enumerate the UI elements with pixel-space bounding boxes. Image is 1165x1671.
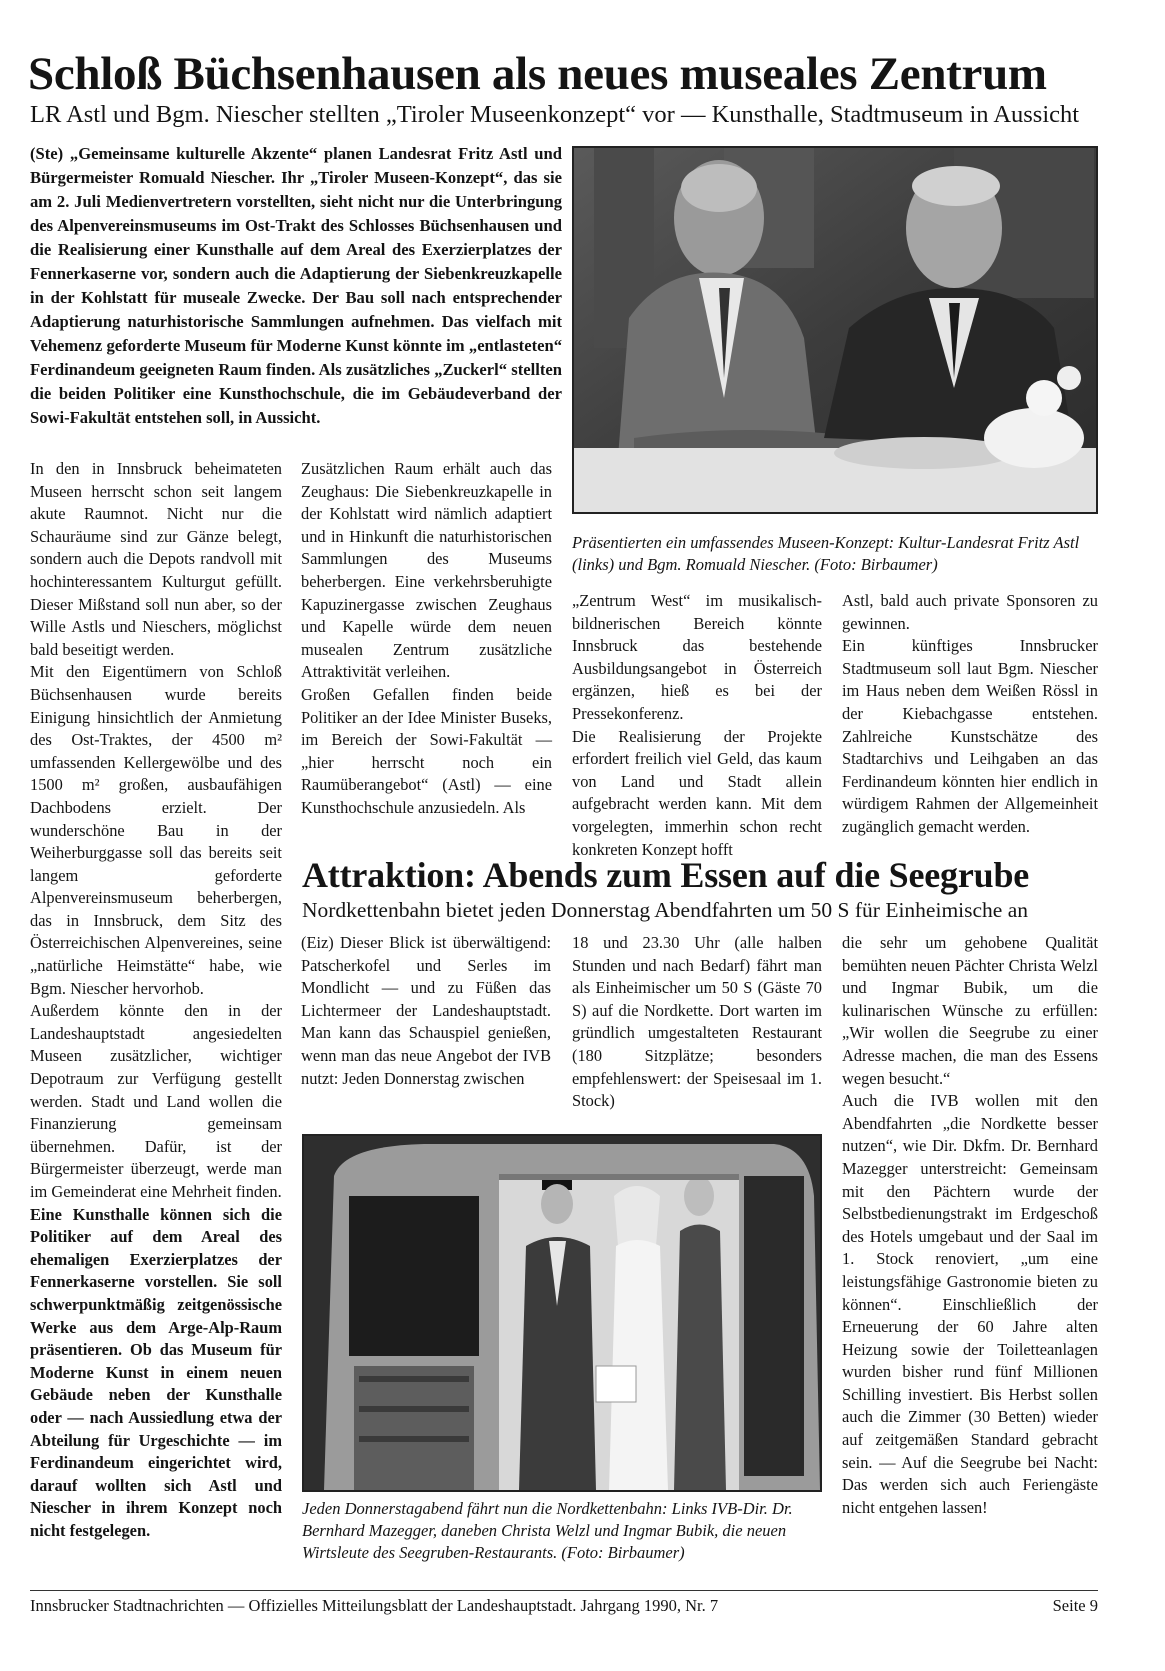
article1-column-2 [301, 458, 552, 820]
article2-column-3 [842, 932, 1098, 1519]
photo-nordkettenbahn-caption: Jeden Donnerstagabend fährt nun die Nordkettenbahn: Links IVB-Dir. Dr. Bernhard Mazegger, daneben Christa Welzl und Ingmar Bubik, die neuen Wirtsleute des Seegruben-Restaurants. (Foto: Birbaumer) [302, 1499, 793, 1562]
photo-nordkettenbahn-image [304, 1136, 820, 1490]
paragraph: Astl, bald auch private Sponsoren zu gewinnen. [842, 591, 1098, 633]
photo-astl-niescher [572, 146, 1098, 514]
article1-lead: (Ste) „Gemeinsame kulturelle Akzente“ planen Landesrat Fritz Astl und Bürgermeister Romuald Niescher. Ihr „Tiroler Museen-Konzept“, das sie am 2. Juli Medienvertretern vorstellten, sieht nicht nur die Unterbringung des Alpenvereinsmuseums im Ost-Trakt des Schlosses Büchsenhausen und die Realisierung einer Kunsthalle auf dem Areal des Exerzierplatzes der Fennerkaserne vor, sondern auch die Adaptierung der Siebenkreuzkapelle in der Kohlstatt für museale Zwecke. Der Bau soll nach entsprechender Adaptierung naturhistorische Sammlungen aufnehmen. Das vielfach mit Vehemenz geforderte Museum für Moderne Kunst könnte im „entlasteten“ Ferdinandeum geeigneten Raum finden. Als zusätzliches „Zuckerl“ stellten die beiden Politiker eine Kunsthochschule, die im Gebäudeverband der Sowi-Fakultät entstehen soll, in Aussicht. [30, 144, 562, 427]
article2-subheadline: Nordkettenbahn bietet jeden Donnerstag Abendfahrten um 50 S für Einheimische an [302, 898, 1029, 922]
paragraph: Außerdem könnte den in der Landeshauptstadt angesiedelten Museen zusätzlicher, wichtiger Depotraum zur Verfügung gestellt werden. Stadt und Land wollen die Finanzierung gemeinsam übernehmen. Dafür, ist der Bürgermeister überzeugt, werde man im Gemeinderat eine Mehrheit finden. [30, 1001, 282, 1201]
article1-column-1 [30, 458, 282, 1543]
paragraph: Die Realisierung der Projekte erfordert freilich viel Geld, das kaum von Land und Stadt allein aufgebracht werden kann. Mit dem vorgelegten, immerhin schon recht konkreten Konzept hofft [572, 726, 822, 859]
article2-column-2 [572, 932, 822, 1113]
page-footer [30, 1595, 1098, 1617]
article1-column-3 [572, 590, 822, 861]
paragraph: Mit den Eigentümern von Schloß Büchsenhausen wurde bereits Einigung hinsichtlich der Anmietung des Ost-Traktes, der 4500 m² umfassenden Kellergewölbe und des 1500 m² großen, ausbaufähigen Dachbodens erzielt. Der wunderschöne Bau in der Weiherburggasse soll das bereits seit langem geforderte Alpenvereinsmuseum beherbergen, das in Innsbruck, dem Sitz des Österreichischen Alpenvereines, seine „natürliche Heimstätte“ habe, wie Bgm. Niescher hervorhob. [30, 662, 282, 998]
page-number: Seite 9 [1052, 1596, 1098, 1615]
footer-divider [30, 1590, 1098, 1591]
paragraph: Ein künftiges Innsbrucker Stadtmuseum soll laut Bgm. Niescher im Haus neben dem Weißen Rössl in der Kiebachgasse entstehen. Zahlreiche Kunstschätze des Stadtarchivs und Leihgaben an das Ferdinandeum könnten hier endlich in würdigem Rahmen der Allgemeinheit zugänglich gemacht werden. [842, 636, 1098, 836]
paragraph: Auch die IVB wollen mit den Abendfahrten „die Nordkette besser nutzen“, wie Dir. Dkfm. Dr. Bernhard Mazegger unterstreicht: Gemeinsam mit den Pächtern wurde der Selbstbedienungstrakt im Erdgeschoß des Hotels umgebaut und der Saal im 1. Stock renoviert, „um eine leistungsfähige Gastronomie bieten zu können“. Einschließlich der Erneuerung der 60 Jahre alten Heizung sowie der Toiletteanlagen wurden bisher rund fünf Millionen Schilling investiert. Bis Herbst sollen auch die Zimmer (30 Betten) wieder auf zeitgemäßen Standard gebracht sein. — Auf die Seegrube bei Nacht: Das werden sich auch Feriengäste nicht entgehen lassen! [842, 1091, 1098, 1517]
paragraph-bold: Eine Kunsthalle können sich die Politiker auf dem Areal des ehemaligen Exerzierplatzes der Fennerkaserne vorstellen. Sie soll schwerpunktmäßig zeitgenössische Werke aus dem Arge-Alp-Raum präsentieren. Ob das Museum für Moderne Kunst in einem neuen Gebäude neben der Kunsthalle oder — nach Aussiedlung etwa der Abteilung für Urgeschichte — im Ferdinandeum eingerichtet wird, darauf wollten sich Astl und Niescher in ihrem Konzept noch nicht festgelegen. [30, 1204, 282, 1540]
photo-nordkettenbahn [302, 1134, 822, 1492]
photo-astl-niescher-image [574, 148, 1096, 512]
paragraph: (Eiz) Dieser Blick ist überwältigend: Patscherkofel und Serles im Mondlicht — und zu Füßen das Lichtermeer der Landeshauptstadt. Man kann das Schauspiel genießen, wenn man das neue Angebot der IVB nutzt: Jeden Donnerstag zwischen [301, 933, 551, 1088]
article2-column-1 [301, 932, 551, 1090]
paragraph: Zusätzlichen Raum erhält auch das Zeughaus: Die Siebenkreuzkapelle in der Kohlstatt wird nämlich adaptiert und in Hinkunft die naturhistorischen Sammlungen des Museums beherbergen. Eine verkehrsberuhigte Kapuzinergasse zwischen Zeughaus und Kapelle würde dem neuen musealen Zentrum zusätzliche Attraktivität verleihen. [301, 459, 552, 682]
paragraph: 18 und 23.30 Uhr (alle halben Stunden und nach Bedarf) fährt man als Einheimischer um 50 S (Gäste 70 S) auf die Nordkette. Dort warten im gründlich umgestalteten Restaurant (180 Sitzplätze; besonders empfehlenswert: der Speisesaal im 1. Stock) [572, 933, 822, 1111]
article1-subheadline: LR Astl und Bgm. Niescher stellten „Tiroler Museenkonzept“ vor — Kunsthalle, Stadtmuseum in Aussicht [30, 101, 1080, 128]
paragraph: In den in Innsbruck beheimateten Museen herrscht schon seit langem akute Raumnot. Nicht nur die Schauräume sind zur Gänze belegt, sondern auch die Depots randvoll mit hochinteressantem Kulturgut gefüllt. Dieser Mißstand soll nun aber, so der Wille Astls und Nieschers, möglichst bald beseitigt werden. [30, 459, 282, 659]
paragraph: Großen Gefallen finden beide Politiker an der Idee Minister Buseks, im Bereich der Sowi-Fakultät — „hier herrscht noch ein Raumüberangebot“ (Astl) — eine Kunsthochschule anzusiedeln. Als [301, 684, 552, 817]
photo-astl-niescher-caption: Präsentierten ein umfassendes Museen-Konzept: Kultur-Landesrat Fritz Astl (links) und Bgm. Romuald Niescher. (Foto: Birbaumer) [572, 533, 1080, 574]
footer-publication: Innsbrucker Stadtnachrichten — Offizielles Mitteilungsblatt der Landeshauptstadt. Jahrgang 1990, Nr. 7 [30, 1596, 719, 1615]
article2-headline: Attraktion: Abends zum Essen auf die Seegrube [302, 855, 1030, 895]
paragraph: „Zentrum West“ im musikalisch-bildnerischen Bereich könnte Innsbruck das bestehende Ausbildungsangebot in Österreich ergänzen, hieß es bei der Pressekonferenz. [572, 591, 822, 723]
article1-headline: Schloß Büchsenhausen als neues museales Zentrum [28, 48, 1047, 100]
paragraph: die sehr um gehobene Qualität bemühten neuen Pächter Christa Welzl und Ingmar Bubik, um die kulinarischen Wünsche zu erfüllen: „Wir wollen die Seegrube zu einer Adresse machen, die man des Essens wegen besucht.“ [842, 933, 1098, 1088]
article1-column-4 [842, 590, 1098, 839]
